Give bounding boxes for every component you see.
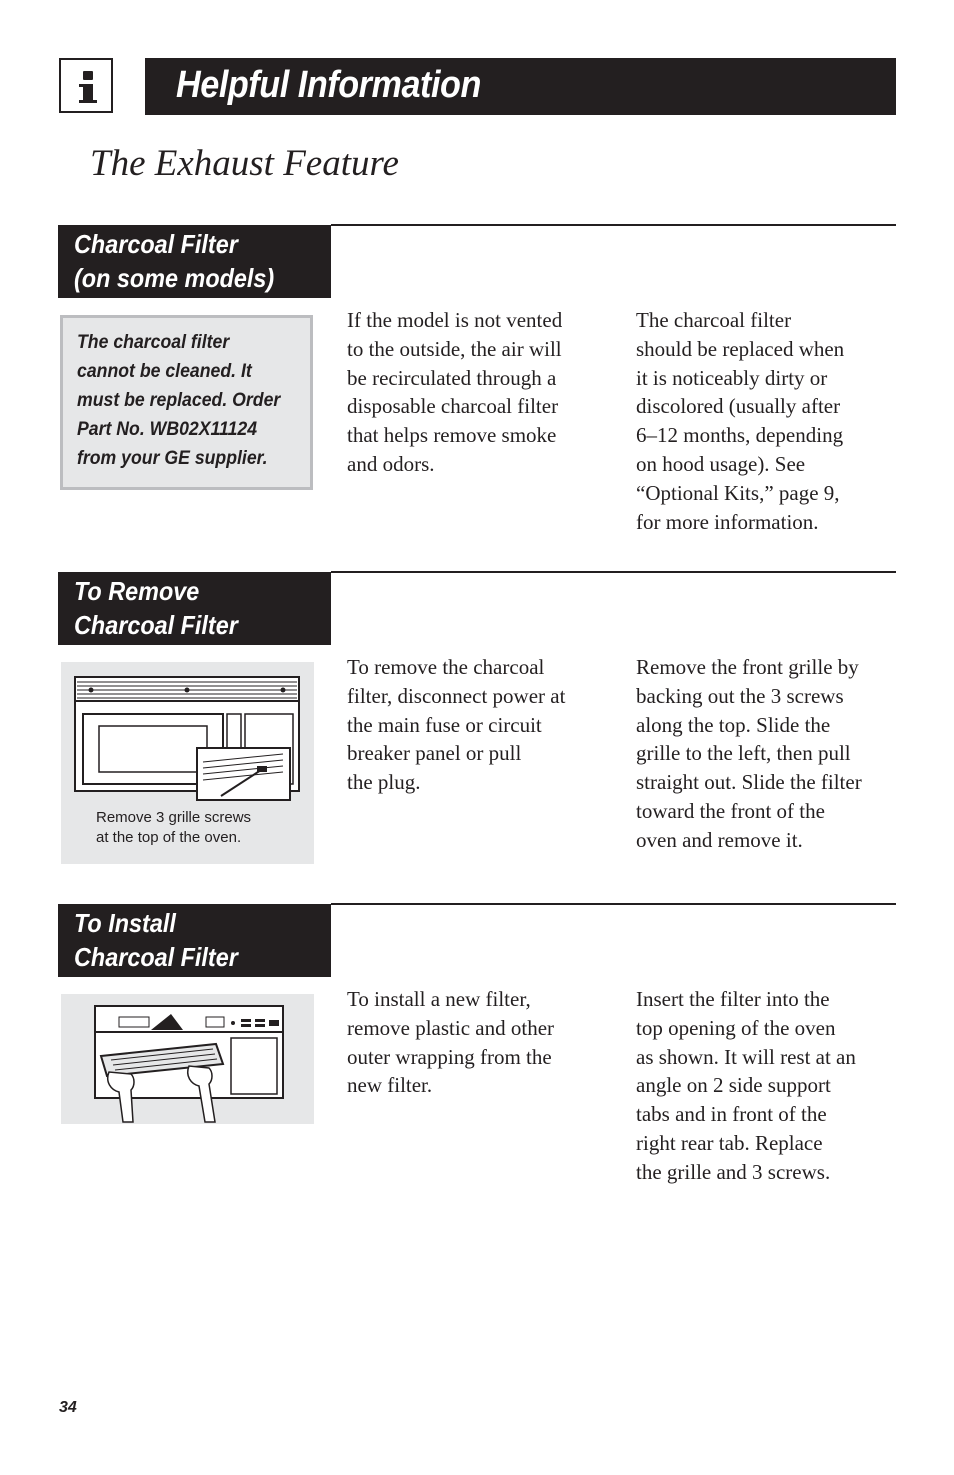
note-box: The charcoal filter cannot be cleaned. It must be replaced. Order Part No. WB02X11124 from your GE supplier. [60,315,313,490]
page-title: Helpful Information [176,64,481,106]
section-rule [331,571,896,573]
section-heading-charcoal-filter: Charcoal Filter (on some models) [58,225,331,298]
page-number: 34 [59,1399,77,1416]
page-subtitle: The Exhaust Feature [90,143,399,184]
figure-install-filter [61,994,314,1124]
info-icon [59,58,113,113]
section-heading-remove-filter: To Remove Charcoal Filter [58,572,331,645]
section-rule [331,903,896,905]
section-rule [331,224,896,226]
body-text-col1: To remove the charcoal filter, disconnect power at the main fuse or circuit breaker panel or pull the plug. [347,655,566,795]
section-heading-install-filter: To Install Charcoal Filter [58,904,331,977]
body-text-col1: If the model is not vented to the outside, the air will be recirculated through a disposable charcoal filter that helps remove smoke and odors. [347,308,563,476]
body-text-col2: Remove the front grille by backing out the 3 screws along the top. Slide the grille to the left, then pull straight out. Slide the filter toward the front of the oven and remove it. [636,655,862,852]
figure-caption: Remove 3 grille screws at the top of the oven. [96,809,252,846]
body-text-col1: To install a new filter, remove plastic and other outer wrapping from the new filter. [347,987,555,1098]
body-text-col2: Insert the filter into the top opening of the oven as shown. It will rest at an angle on 2 side support tabs and in front of the right rear tab. Replace the grille and 3 screws. [636,987,856,1184]
body-text-col2: The charcoal filter should be replaced when it is noticeably dirty or discolored (usually after 6–12 months, depending on hood usage). See “Optional Kits,” page 9, for more information. [636,308,845,534]
microwave-filter-illustration [61,994,314,1124]
title-bar [145,58,896,115]
figure-remove-grille [61,662,314,864]
